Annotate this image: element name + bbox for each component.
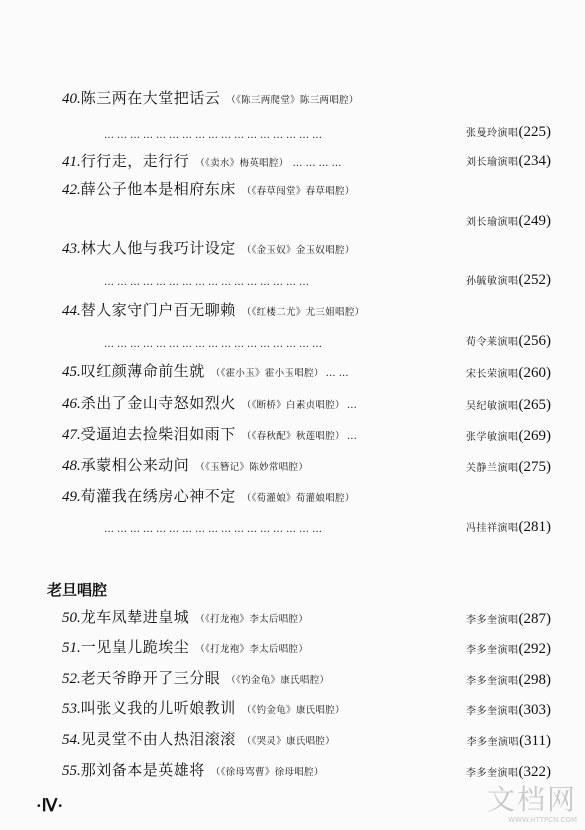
entry-performer: 关静兰演唱: [466, 463, 519, 474]
toc-entry-49: [62, 488, 355, 505]
entry-note: （《卖水》梅英唱腔）: [195, 158, 289, 169]
entry-credit: [466, 458, 551, 475]
entry-number: 55.: [62, 763, 81, 779]
entry-note: （《钓金龟》康氏唱腔）: [241, 705, 345, 716]
entry-title: 受逼迫去捡柴泪如雨下: [80, 425, 236, 443]
entry-note: （《陈三两爬堂》陈三两唱腔）: [226, 95, 359, 106]
entry-performer: 李多奎演唱: [466, 676, 519, 687]
entry-credit: [466, 671, 551, 688]
toc-entry-43: [62, 240, 355, 257]
entry-note: （《荀灌娘》荀灌娘唱腔）: [241, 493, 355, 504]
entry-page: (281): [518, 519, 551, 535]
entry-number: 51.: [62, 640, 81, 656]
entry-note: （《钓金龟》康氏唱腔）: [226, 675, 330, 686]
entry-title: 替人家守门户百无聊赖: [80, 301, 236, 319]
toc-entry-54: [62, 731, 335, 748]
entry-leader: ……………………………………………: [104, 339, 325, 350]
toc-entry-41: [62, 153, 345, 170]
entry-number: 43.: [62, 241, 81, 257]
entry-leader: ……: [325, 368, 352, 379]
entry-note: （《哭灵》康氏唱腔）: [241, 736, 336, 747]
entry-number: 52.: [62, 671, 81, 687]
entry-page: (225): [518, 124, 551, 140]
entry-title: 行行走，走行行: [80, 152, 190, 170]
entry-note: （《断桥》白素贞唱腔）: [241, 400, 345, 411]
entry-number: 47.: [62, 427, 81, 443]
toc-entry-52: [62, 670, 329, 687]
entry-number: 50.: [62, 610, 81, 626]
entry-note: （《红楼二尤》尤三姐唱腔）: [241, 307, 365, 318]
entry-title: 龙车凤辇进皇城: [80, 608, 190, 626]
toc-entry-53: [62, 700, 345, 717]
entry-title: 见灵堂不由人热泪滚滚: [80, 730, 236, 748]
entry-note: （《打龙袍》李太后唱腔）: [195, 614, 309, 625]
entry-page: (256): [518, 333, 551, 349]
entry-page: (292): [518, 641, 551, 657]
entry-title: 叹红颜薄命前生就: [80, 362, 205, 380]
entry-credit: [466, 427, 551, 444]
entry-page: (269): [518, 428, 551, 444]
page-number-roman: ·Ⅳ·: [36, 796, 64, 815]
entry-leader: …………………………………………: [104, 277, 312, 288]
entry-page: (303): [518, 702, 551, 718]
entry-number: 46.: [62, 396, 81, 412]
entry-page: (311): [519, 733, 551, 749]
entry-credit: [466, 701, 551, 718]
entry-number: 41.: [62, 154, 81, 170]
entry-number: 42.: [62, 182, 81, 198]
entry-leader: ……………………………………………: [104, 130, 325, 141]
entry-performer: 刘长瑜演唱: [466, 217, 519, 228]
entry-page: (287): [518, 611, 551, 627]
entry-credit: [466, 364, 551, 381]
entry-title: 一见皇儿跪埃尘: [80, 638, 190, 656]
entry-credit: [466, 123, 551, 140]
toc-entry-40: [62, 90, 359, 107]
entry-note: （《春秋配》秋莲唱腔）: [241, 431, 345, 442]
entry-number: 40.: [62, 91, 81, 107]
entry-title: 陈三两在大堂把话云: [80, 89, 221, 107]
toc-entry-44: [62, 302, 364, 319]
toc-entry-48: [62, 457, 308, 474]
toc-entry-46: [62, 395, 360, 412]
entry-number: 49.: [62, 489, 81, 505]
toc-entry-55: [62, 762, 324, 779]
entry-performer: 张学敏演唱: [466, 432, 519, 443]
entry-page: (260): [518, 365, 551, 381]
entry-title: 薛公子他本是相府东床: [80, 180, 236, 198]
entry-leader: ……………………………………………: [104, 524, 325, 535]
entry-performer: 张曼玲演唱: [466, 128, 519, 139]
watermark-url: WWW.HTTPCN.COM: [508, 816, 577, 824]
section-heading: 老旦唱腔: [47, 581, 108, 599]
entry-credit: [467, 732, 551, 749]
entry-performer: 吴纪敏演唱: [466, 401, 519, 412]
entry-performer: 刘长瑜演唱: [466, 157, 519, 168]
entry-page: (298): [518, 672, 551, 688]
entry-leader: …: [346, 431, 360, 442]
entry-note: （《徐母骂曹》徐母唱腔）: [210, 767, 324, 778]
entry-page: (265): [518, 397, 551, 413]
entry-page: (275): [518, 459, 551, 475]
entry-note: （《春草闯堂》春草唱腔）: [241, 186, 355, 197]
entry-performer: 李多奎演唱: [466, 645, 519, 656]
entry-performer: 荀令莱演唱: [466, 337, 519, 348]
entry-credit: [466, 332, 551, 349]
entry-title: 承蒙相公来动问: [80, 456, 190, 474]
entry-title: 那刘备本是英雄将: [80, 761, 205, 779]
entry-title: 老天爷睁开了三分眼: [80, 669, 221, 687]
watermark: [487, 778, 577, 824]
entry-number: 54.: [62, 732, 81, 748]
entry-number: 45.: [62, 364, 81, 380]
entry-note: （《打龙袍》李太后唱腔）: [195, 644, 309, 655]
entry-performer: 李多奎演唱: [466, 768, 519, 779]
toc-entry-47: [62, 426, 360, 443]
entry-title: 杀出了金山寺怒如烈火: [80, 394, 236, 412]
entry-performer: 李多奎演唱: [466, 737, 520, 748]
entry-title: 林大人他与我巧计设定: [80, 239, 236, 257]
entry-performer: 李多奎演唱: [466, 706, 519, 717]
entry-number: 44.: [62, 303, 81, 319]
entry-performer: 宋长荣演唱: [466, 369, 519, 380]
entry-credit: [466, 152, 551, 169]
entry-title: 荀灌我在绣房心神不定: [80, 487, 236, 505]
entry-performer: 李多奎演唱: [466, 615, 519, 626]
entry-performer: 孙毓敏演唱: [466, 276, 519, 287]
entry-credit: [466, 610, 551, 627]
entry-performer: 冯挂祥演唱: [466, 523, 519, 534]
entry-title: 叫张义我的儿听娘教训: [80, 699, 236, 717]
entry-page: (249): [518, 213, 551, 229]
entry-number: 53.: [62, 701, 81, 717]
entry-leader: …: [346, 400, 360, 411]
entry-note: （《霍小玉》霍小玉唱腔）: [210, 368, 324, 379]
toc-entry-50: [62, 609, 308, 626]
entry-page: (322): [518, 764, 551, 780]
entry-page: (234): [518, 153, 551, 169]
toc-entry-45: [62, 363, 352, 380]
entry-credit: [466, 640, 551, 657]
entry-leader: …………: [292, 158, 345, 169]
entry-number: 48.: [62, 458, 81, 474]
entry-note: （《玉簪记》陈妙常唱腔）: [195, 462, 309, 473]
entry-page: (252): [518, 272, 551, 288]
entry-credit: [466, 396, 551, 413]
entry-credit: [466, 271, 551, 288]
entry-note: （《金玉奴》金玉奴唱腔）: [241, 245, 355, 256]
toc-entry-42: [62, 181, 355, 198]
toc-entry-51: [62, 639, 308, 656]
entry-credit: [466, 212, 551, 229]
entry-credit: [466, 518, 551, 535]
watermark-text: 文档网: [486, 783, 577, 816]
